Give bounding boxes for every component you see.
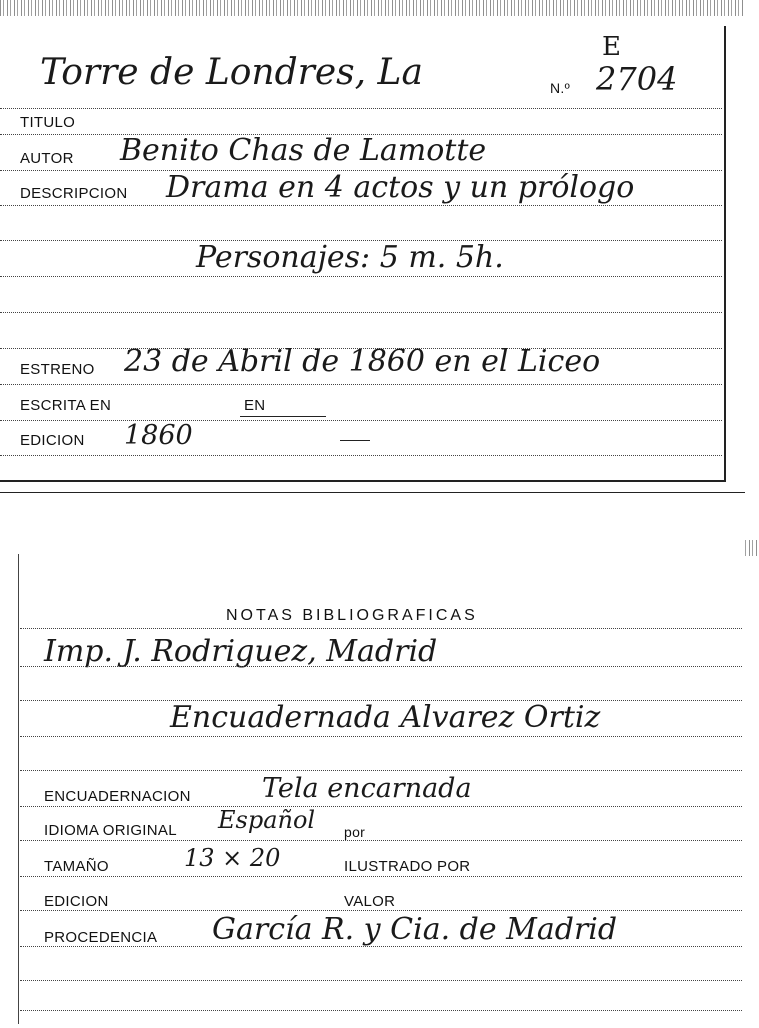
catalog-card-bottom: [0, 540, 745, 1028]
rule-line: [0, 205, 722, 206]
card-bottom-edge: [0, 480, 726, 482]
rule-line: [20, 628, 742, 629]
titulo-label: TITULO: [20, 114, 76, 131]
idioma-original-label: IDIOMA ORIGINAL: [44, 822, 177, 839]
catalog-card-top: [0, 0, 745, 493]
rule-line: [20, 770, 742, 771]
escrita-en-label: ESCRITA EN: [20, 397, 112, 414]
tamano-value: 13 × 20: [184, 844, 281, 872]
encuadernacion-label: ENCUADERNACION: [44, 788, 191, 805]
en-blank-line: [240, 416, 326, 417]
valor-label: VALOR: [344, 893, 396, 910]
number-handwritten: 2704: [596, 60, 678, 98]
edicion-value: 1860: [124, 420, 193, 451]
rule-line: [20, 946, 742, 947]
card-left-border: [18, 554, 19, 1024]
tamano-label: TAMAÑO: [44, 858, 109, 875]
autor-label: AUTOR: [20, 150, 74, 167]
rule-line: [0, 276, 722, 277]
procedencia-value: García R. y Cia. de Madrid: [212, 912, 618, 947]
rule-line: [0, 455, 722, 456]
rule-line: [20, 666, 742, 667]
procedencia-label: PROCEDENCIA: [44, 929, 158, 946]
rule-line: [20, 840, 742, 841]
rule-line: [0, 420, 722, 421]
rule-line: [0, 312, 722, 313]
por-label: por: [344, 824, 366, 840]
rule-line: [20, 736, 742, 737]
rule-line: [20, 910, 742, 911]
number-label: N.º: [550, 80, 571, 96]
notas-heading: NOTAS BIBLIOGRAFICAS: [226, 607, 478, 624]
rule-line: [20, 1010, 742, 1011]
title-handwritten: Torre de Londres, La: [40, 52, 423, 93]
descripcion-value: Drama en 4 actos y un prólogo: [166, 170, 635, 205]
rule-line: [20, 876, 742, 877]
en-label: EN: [244, 397, 266, 414]
autor-value: Benito Chas de Lamotte: [120, 133, 487, 168]
card-edge-speckle: [0, 0, 745, 16]
note-line-2: Encuadernada Alvarez Ortiz: [170, 700, 601, 735]
rule-line: [0, 108, 722, 109]
ilustrado-por-label: ILUSTRADO POR: [344, 858, 471, 875]
personajes-value: Personajes: 5 m. 5h.: [196, 240, 504, 275]
corner-mark: E: [602, 32, 621, 62]
edicion-label: EDICION: [20, 432, 85, 449]
rule-line: [20, 806, 742, 807]
rule-line: [20, 980, 742, 981]
estreno-value: 23 de Abril de 1860 en el Liceo: [124, 344, 601, 379]
idioma-original-value: Español: [218, 806, 316, 834]
card-right-border: [724, 26, 726, 482]
ink-dash: [340, 440, 370, 441]
note-line-1: Imp. J. Rodriguez, Madrid: [44, 634, 438, 669]
edicion-label: EDICION: [44, 893, 109, 910]
rule-line: [0, 384, 722, 385]
descripcion-label: DESCRIPCION: [20, 185, 128, 202]
encuadernacion-value: Tela encarnada: [262, 773, 472, 804]
estreno-label: ESTRENO: [20, 361, 95, 378]
